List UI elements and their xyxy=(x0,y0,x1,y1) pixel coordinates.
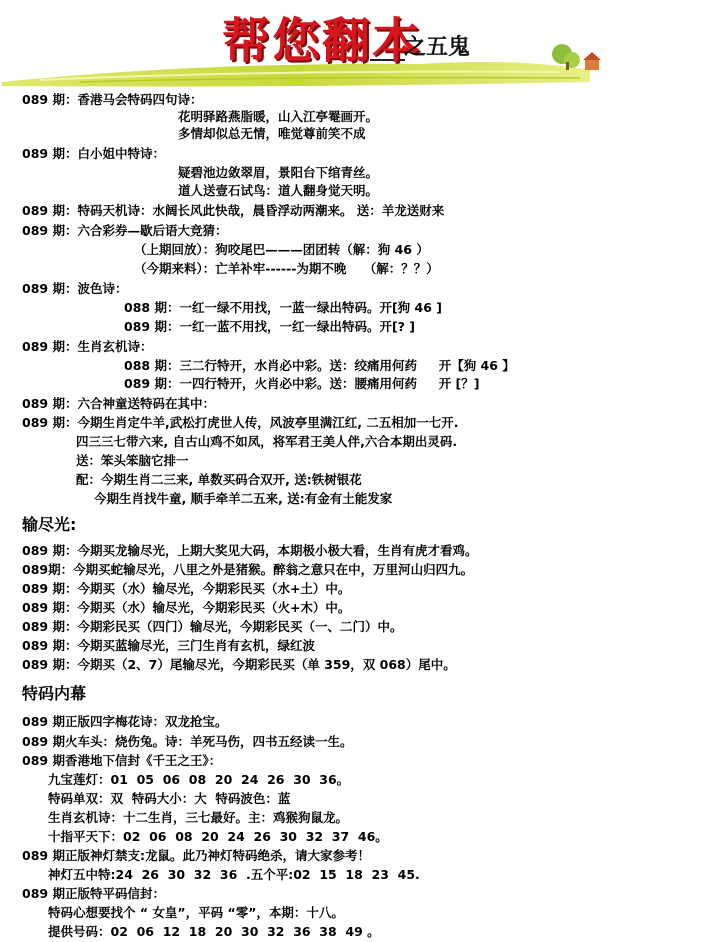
text-line: 四三三七带六来, 自古山鸡不如凤，将军君王美人伴,六合本期出灵码. xyxy=(76,434,458,449)
text-line: 089 期：今期买（2、7）尾输尽光，今期彩民买（单 359，双 068）尾中。 xyxy=(22,657,456,672)
text-line: 089 期：今期买蓝输尽光，三门生肖有玄机，绿红波 xyxy=(22,638,315,653)
text-line: 089 期正版特平码信封： xyxy=(22,886,165,901)
text-line: 特码单双：双 特码大小：大 特码波色：蓝 xyxy=(48,791,291,806)
small-house-icon xyxy=(583,52,601,70)
text-line: 089 期：香港马会特码四句诗： xyxy=(22,92,203,107)
text-line: 今期生肖找牛童, 顺手牵羊二五来, 送:有金有土能发家 xyxy=(94,491,393,506)
text-line: 089 期：今期买龙输尽光，上期大奖见大码，本期极小极大看，生肖有虎才看鸡。 xyxy=(22,543,478,558)
text-line: 疑碧池边敛翠眉，景阳台下绾青丝。 xyxy=(178,165,379,180)
text-line: 089 期：今期彩民买（四门）输尽光，今期彩民买（一、二门）中。 xyxy=(22,619,403,634)
text-line: 提供号码：02 06 12 18 20 30 32 36 38 49 。 xyxy=(48,924,380,939)
page-subtitle: 之五鬼 xyxy=(404,35,471,60)
text-line: 十指平天下：02 06 08 20 24 26 30 32 37 46。 xyxy=(48,829,388,844)
text-line: 多情却似总无情，唯觉尊前笑不成 xyxy=(178,126,366,141)
page-title: 帮您翻本 xyxy=(222,13,423,69)
text-line: 089 期：一四行特开，火肖必中彩。送：腰痛用何药 开 [？] xyxy=(124,376,480,391)
text-line: 089 期：一红一蓝不用找，一红一绿出特码。开[? ] xyxy=(124,319,415,334)
text-line: 配：今期生肖二三来, 单数买码合双开, 送:铁树银花 xyxy=(76,472,362,487)
section-heading-inside-info: 特码内幕 xyxy=(22,684,87,703)
text-line: 送：笨头笨脑它排一 xyxy=(76,453,189,468)
text-line: 花明驿路燕脂暖，山入江亭罨画开。 xyxy=(178,109,379,124)
text-line: 089 期：白小姐中特诗： xyxy=(22,146,165,161)
text-line: 088 期：三二行特开，水肖必中彩。送：绞痛用何药 开【狗 46 】 xyxy=(124,358,515,373)
text-line: 089 期香港地下信封《千王之王》： xyxy=(22,753,222,768)
text-line: 089 期正版神灯禁支:龙鼠。此乃神灯特码绝杀，请大家参考！ xyxy=(22,848,370,863)
section-heading-lose-all: 输尽光: xyxy=(22,515,77,534)
text-line: 神灯五中特:24 26 30 32 36 .五个平:02 15 18 23 45. xyxy=(48,867,420,882)
text-line: 088 期：一红一绿不用找，一蓝一绿出特码。开[狗 46 ] xyxy=(124,300,442,315)
text-line: 089 期正版四字梅花诗：双龙抢宝。 xyxy=(22,714,228,729)
text-line: 089 期：六合神童送特码在其中： xyxy=(22,396,215,411)
text-line: 特码心想要找个 “ 女皇”，平码 “零”，本期：十八。 xyxy=(48,905,344,920)
text-line: 089 期：波色诗： xyxy=(22,281,128,296)
text-line: 生肖玄机诗：十二生肖，三七最好。主：鸡猴狗鼠龙。 xyxy=(48,810,349,825)
text-line: （上期回放）：狗咬尾巴———团团转（解：狗 46 ） xyxy=(134,242,429,257)
text-line: 089 期：六合彩券—歇后语大竞猜： xyxy=(22,223,228,238)
text-line: 089 期：今期生肖定牛羊,武松打虎世人传，风波亭里满江红, 二五相加一七开. xyxy=(22,415,459,430)
text-line: 089期：今期买蛇输尽光，八里之外是猪猴。醉翁之意只在中，万里河山归四九。 xyxy=(22,562,474,577)
text-line: 089 期火车头：烧伤兔。诗：羊死马伤，四书五经读一生。 xyxy=(22,734,353,749)
text-line: 道人送壹石试鸟：道人翻身觉天明。 xyxy=(178,183,379,198)
text-line: 九宝莲灯：01 05 06 08 20 24 26 30 36。 xyxy=(48,772,350,787)
text-line: 089 期：生肖玄机诗： xyxy=(22,339,153,354)
text-line: （今期来料）：亡羊补牢------为期不晚 （解：？？） xyxy=(134,261,439,276)
text-line: 089 期：今期买（水）输尽光，今期彩民买（火+木）中。 xyxy=(22,600,351,615)
text-line: 089 期：特码天机诗：水阔长风此快哉，晨昏浮动两潮来。 送：羊龙送财来 xyxy=(22,203,445,218)
text-line: 089 期：今期买（水）输尽光，今期彩民买（水+土）中。 xyxy=(22,581,351,596)
